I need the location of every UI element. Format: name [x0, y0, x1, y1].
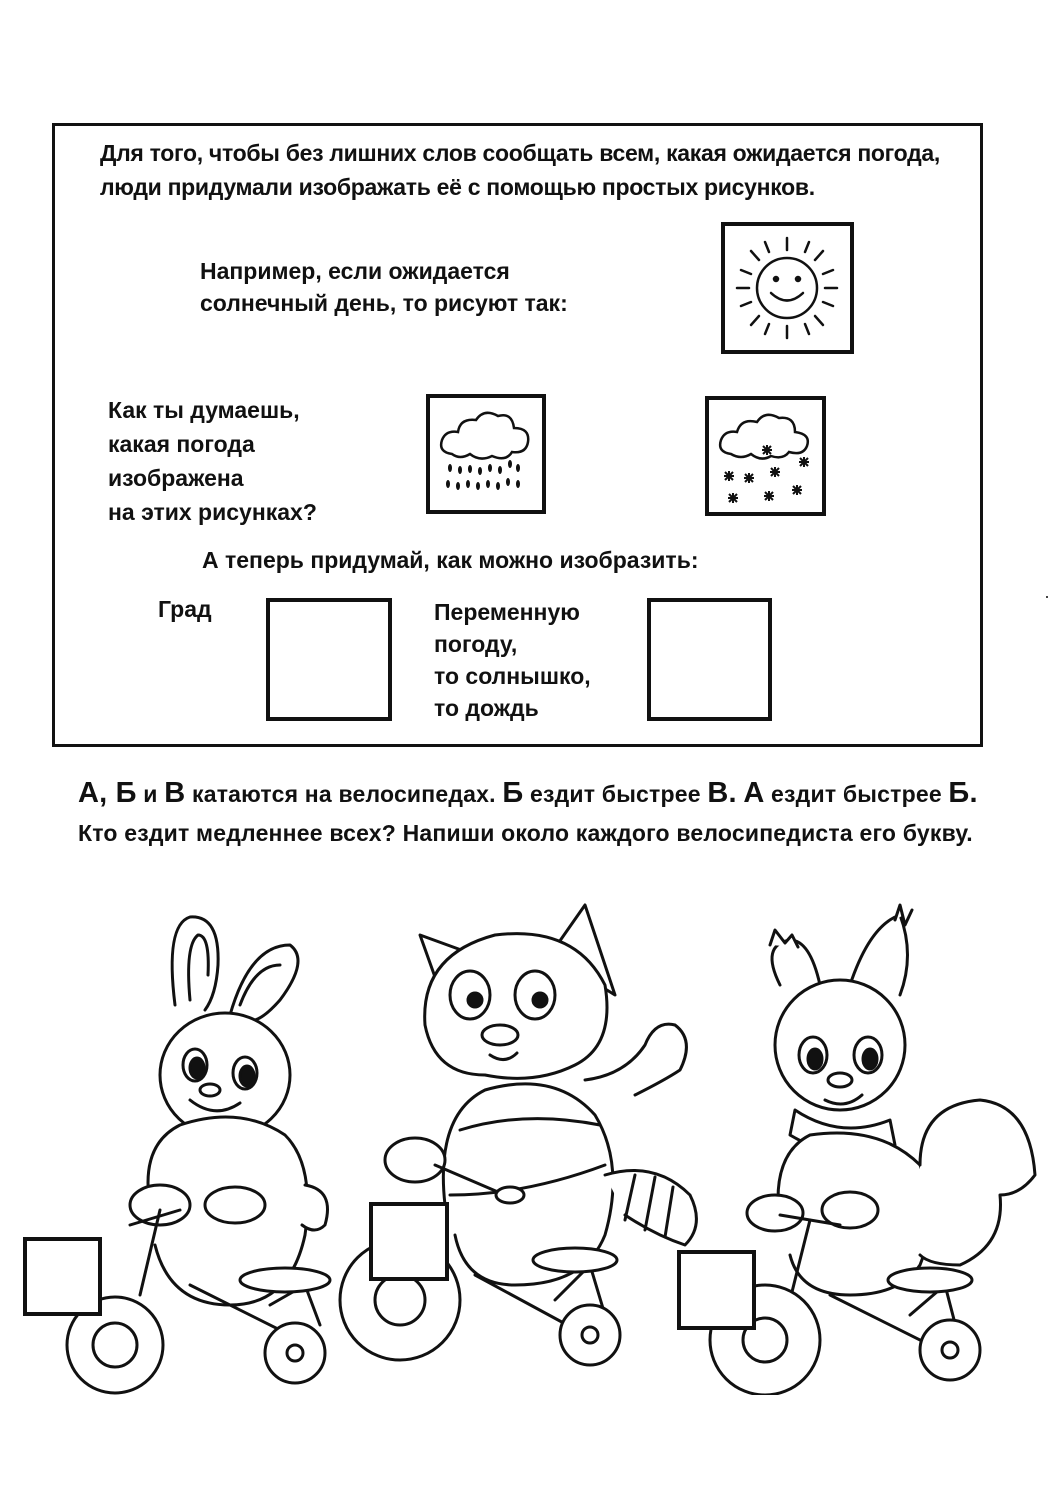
- letter-v: В.: [707, 777, 737, 809]
- sun-picture: [721, 222, 854, 354]
- bunny-on-bicycle-icon: [40, 905, 350, 1395]
- squirrel-letter-box[interactable]: [677, 1250, 756, 1330]
- variable-label-line: то дождь: [434, 695, 539, 721]
- letter-b: Б: [502, 777, 524, 809]
- variable-label-line: погоду,: [434, 631, 518, 657]
- example-line-2: солнечный день, то рисуют так:: [200, 290, 568, 316]
- variable-weather-drawing-box[interactable]: [647, 598, 772, 721]
- letter-a: А,: [78, 777, 116, 809]
- raccoon-on-bicycle-icon: [335, 895, 705, 1395]
- question-line: изображена: [108, 465, 244, 491]
- hail-drawing-box[interactable]: [266, 598, 392, 721]
- letter-a: А: [743, 777, 765, 809]
- text-part: ездит быстрее: [523, 781, 708, 807]
- text-part: и: [136, 781, 165, 807]
- letter-b: Б: [115, 777, 137, 809]
- example-line-1: Например, если ожидается: [200, 258, 510, 284]
- variable-label-line: Переменную: [434, 599, 580, 625]
- rain-picture: [426, 394, 546, 514]
- letter-b: Б.: [948, 777, 978, 809]
- hail-label: Град: [158, 596, 212, 622]
- bunny-letter-box[interactable]: [23, 1237, 102, 1316]
- scan-artifact: [1046, 596, 1048, 598]
- variable-weather-label: [434, 596, 644, 724]
- text-part: ездит быстрее: [764, 781, 949, 807]
- text-part: катаются на велосипедах.: [185, 781, 503, 807]
- snow-picture: [705, 396, 826, 516]
- question-line: на этих рисунках?: [108, 499, 317, 525]
- letter-v: В: [164, 777, 186, 809]
- rain-cloud-icon: [430, 398, 542, 510]
- question-line: Как ты думаешь,: [108, 397, 300, 423]
- snow-cloud-icon: [709, 400, 822, 512]
- question-line: какая погода: [108, 431, 255, 457]
- sunny-example-text: [200, 255, 700, 319]
- draw-task-title: А теперь придумай, как можно изобразить:: [202, 547, 699, 573]
- variable-label-line: то солнышко,: [434, 663, 591, 689]
- text-part: Кто ездит медленнее всех? Напиши около каждого велосипедиста его букву.: [78, 820, 973, 846]
- weather-question: [108, 393, 408, 529]
- raccoon-letter-box[interactable]: [369, 1202, 449, 1281]
- bicycle-puzzle-text: [78, 774, 978, 853]
- sun-icon: [725, 226, 850, 350]
- weather-intro-text: Для того, чтобы без лишних слов сообщать всем, какая ожидается погода, люди придумали изображать её с помощью простых рисунков.: [100, 140, 940, 200]
